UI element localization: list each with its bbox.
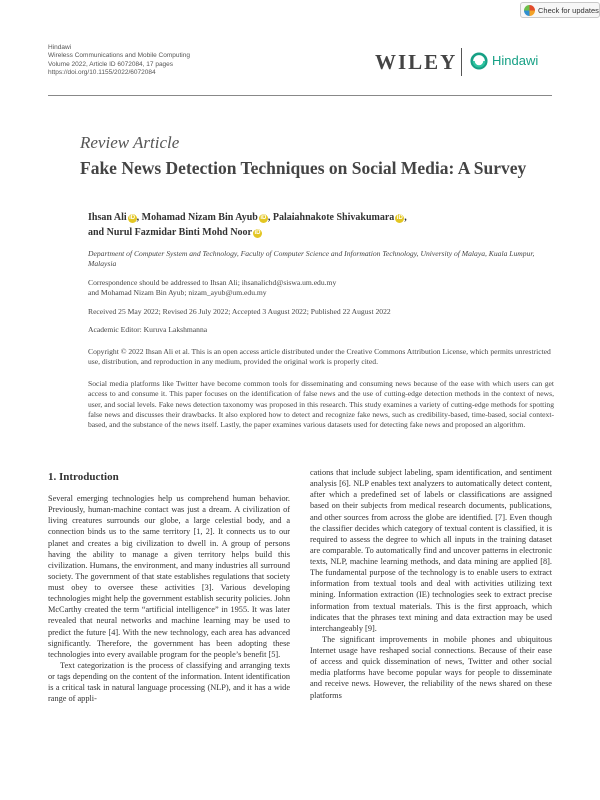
article-type: Review Article (80, 133, 180, 152)
affiliation: Department of Computer System and Technology, Faculty of Computer Science and Information Technology, University of Malaya, Kuala Lumpur, Malaysia (88, 249, 535, 269)
body-paragraph: Text categorization is the process of classifying and arranging texts or tags depending on the content of the information. Intent identification is a critical task in natural language processing (NLP), and it has a wide range of appli- (48, 660, 290, 704)
orcid-icon[interactable]: iD (254, 230, 261, 236)
publisher-name: Hindawi (48, 44, 72, 51)
check-for-updates-button[interactable] (520, 2, 600, 18)
author-name[interactable]: , Palaiahnakote Shivakumara (267, 212, 395, 223)
correspondence-line: Correspondence should be addressed to Ihsan Ali; ihsanalichd@siswa.um.edu.my (88, 278, 337, 287)
doi-link[interactable]: https://doi.org/10.1155/2022/6072084 (48, 69, 156, 77)
hindawi-logo-icon (470, 52, 488, 70)
author-name[interactable]: and Nurul Fazmidar Binti Mohd Noor (88, 227, 252, 238)
author-name[interactable]: , Mohamad Nizam Bin Ayub (136, 212, 258, 223)
header-divider (48, 95, 552, 96)
correspondence-line: and Mohamad Nizam Bin Ayub; nizam_ayub@um.edu.my (88, 288, 267, 298)
journal-name: Wireless Communications and Mobile Computing (48, 52, 190, 60)
journal-info (48, 44, 190, 78)
correspondence (88, 278, 554, 299)
author-separator: , (404, 212, 407, 223)
body-paragraph: Several emerging technologies help us comprehend human behavior. Previously, human-machine contact was just a dream. A civilization of living creatures surrounds our globe, a large celestial body, and a connection binds us to the same territory [1, 2]. It connects us to our planet and creates a big civilization to dwell in. A group of persons having the ability to manage a given territory helps build this civilization. Humans, the environment, and many industries all surround society. The government of that state establishes regulations that society must obey to oversee these activities [3]. Various developing technologies might help the government establish security policies. John McCarthy created the term “artificial intelligence” in 1955. It was later revealed that neural networks and machine learning may be used to predict the future [4]. With the new technology, each area has advanced significantly. Therefore, the government has been adopting these technologies into every available program for the people’s benefit [5]. (48, 494, 290, 659)
section-heading: 1. Introduction (48, 471, 119, 483)
body-column-right (310, 467, 552, 701)
abstract: Social media platforms like Twitter have become common tools for disseminating and consuming news because of the ease with which users can get access to and consume it. This paper focuses on the identification of false news and the use of cutting-edge detection methods in the context of news, user, and social levels. Fake news detection taxonomy was proposed in this research. This study examines a variety of cutting-edge methods for spotting false news and discusses their drawbacks. It also explored how to detect and recognize fake news, such as credibility-based, time-based, social context-based, and the substance of the news itself. Lastly, the paper examines various datasets used for detecting fake news and proposed an algorithm. (88, 379, 554, 430)
author-list (88, 210, 558, 240)
hindawi-logo-text: Hindawi (492, 53, 539, 68)
body-column-left (48, 493, 290, 704)
publication-dates: Received 25 May 2022; Revised 26 July 2022; Accepted 3 August 2022; Published 22 August 2022 (88, 307, 391, 316)
orcid-icon[interactable]: iD (260, 215, 267, 221)
body-paragraph-continued: cations that include subject labeling, spam identification, and sentiment analysis [6]. NLP enables text analyzers to automatically detect content, after which a predefined set of labels or classifications are assigned based on their subjects from medical research documents, publications, and other sources from across the globe are identified. [7]. Even though the classifier decides which category of textual content is classified, it is required to assess the degree to which all inputs in the training dataset are comparable. To automatically find and uncover patterns in electronic texts, NLP, machine learning methods, and data mining are applied [8]. The fundamental purpose of the technology is to enable users to extract information from textual tools and deal with activities utilizing text mining. Information extraction (IE) technologies seek to extract precise information from textual materials. This is the first approach, which indicates that the phrases text mining and data extraction may be used interchangeably [9]. (310, 468, 552, 633)
volume-info: Volume 2022, Article ID 6072084, 17 pages (48, 60, 174, 68)
logo-divider (461, 48, 462, 76)
check-updates-icon (524, 5, 535, 16)
orcid-icon[interactable]: iD (396, 215, 403, 221)
check-for-updates-label: Check for updates (538, 5, 599, 15)
body-paragraph: The significant improvements in mobile phones and ubiquitous Internet usage have reshaped social connections. Because of their ease of access and quick dissemination of news, Twitter and other social media platforms have become popular ways for people to disseminate and receive news. However, the reliability of the news shared on these platforms (310, 634, 552, 700)
copyright-notice: Copyright © 2022 Ihsan Ali et al. This is an open access article distributed under the Creative Commons Attribution License, which permits unrestricted use, distribution, and reproduction in any medium, provided the original work is properly cited. (88, 347, 551, 367)
academic-editor: Academic Editor: Kuruva Lakshmanna (88, 325, 208, 334)
author-name[interactable]: Ihsan Ali (88, 212, 127, 223)
article-title: Fake News Detection Techniques on Social Media: A Survey (80, 158, 527, 178)
wiley-logo: WILEY (375, 50, 458, 74)
orcid-icon[interactable]: iD (129, 215, 136, 221)
